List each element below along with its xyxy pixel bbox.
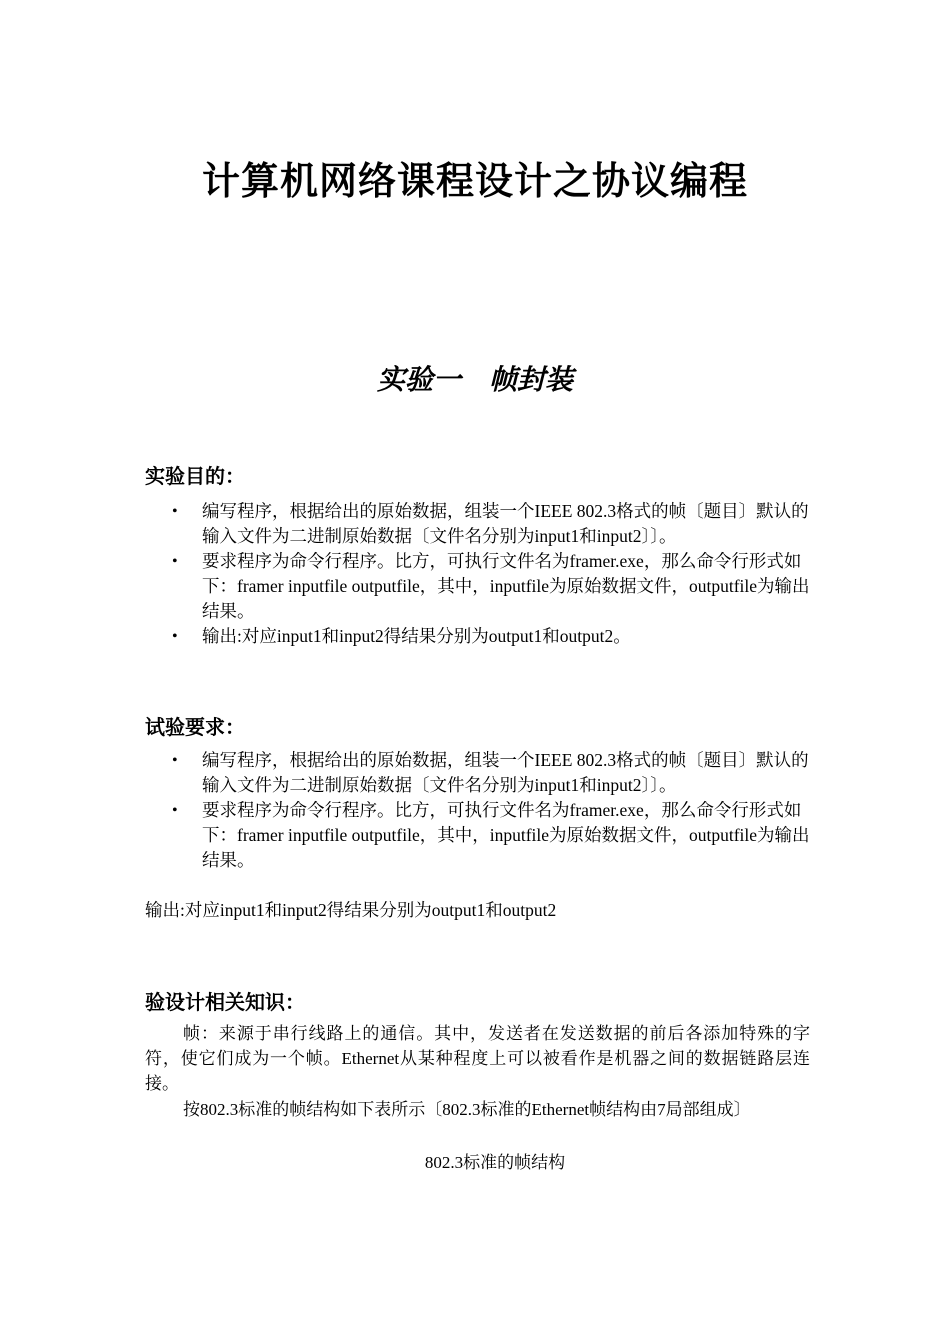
- knowledge-paragraph-2: 按802.3标准的帧结构如下表所示〔802.3标准的Ethernet帧结构由7局部组成〕: [183, 1100, 751, 1119]
- document-title: 计算机网络课程设计之协议编程: [201, 161, 748, 203]
- knowledge-heading: 验设计相关知识：: [145, 992, 305, 1014]
- list-item-text: 编写程序，根据给出的原始数据，组装一个IEEE 802.3格式的帧〔题目〕默认的输入文件为二进制原始数据〔文件名分别为input1和input2〕〕。: [202, 501, 809, 546]
- list-item: [145, 798, 810, 873]
- list-item-text: 要求程序为命令行程序。比方，可执行文件名为framer.exe，那么命令行形式如下：framer inputfile outputfile，其中，inputfile为原始数据文件，outputfile为输出结果。: [202, 551, 810, 621]
- bullet-icon: •: [172, 503, 178, 520]
- table-caption: 802.3标准的帧结构: [424, 1153, 566, 1172]
- experiment-title: 实验一 帧封装: [376, 365, 573, 396]
- list-item: [145, 549, 810, 624]
- bullet-icon: •: [172, 802, 178, 819]
- bullet-icon: •: [172, 752, 178, 769]
- list-item: [145, 499, 810, 549]
- list-item-text: 要求程序为命令行程序。比方，可执行文件名为framer.exe，那么命令行形式如下：framer inputfile outputfile，其中，inputfile为原始数据文件，outputfile为输出结果。: [202, 800, 810, 870]
- list-item-text: 输出:对应input1和input2得结果分别为output1和output2。: [202, 626, 631, 646]
- bullet-icon: •: [172, 628, 178, 645]
- requirements-list: [145, 748, 810, 873]
- bullet-icon: •: [172, 553, 178, 570]
- requirements-output-line: 输出:对应input1和input2得结果分别为output1和output2: [145, 900, 557, 920]
- purpose-heading: 实验目的：: [145, 466, 245, 488]
- knowledge-paragraph-1: 帧：来源于串行线路上的通信。其中，发送者在发送数据的前后各添加特殊的字符，使它们成为一个帧。Ethernet从某种程度上可以被看作是机器之间的数据链路层连接。: [145, 1024, 810, 1093]
- list-item: [145, 748, 810, 798]
- requirements-heading: 试验要求：: [145, 717, 245, 739]
- list-item: [145, 624, 810, 649]
- purpose-list: [145, 499, 810, 649]
- list-item-text: 编写程序，根据给出的原始数据，组装一个IEEE 802.3格式的帧〔题目〕默认的输入文件为二进制原始数据〔文件名分别为input1和input2〕〕。: [202, 750, 809, 795]
